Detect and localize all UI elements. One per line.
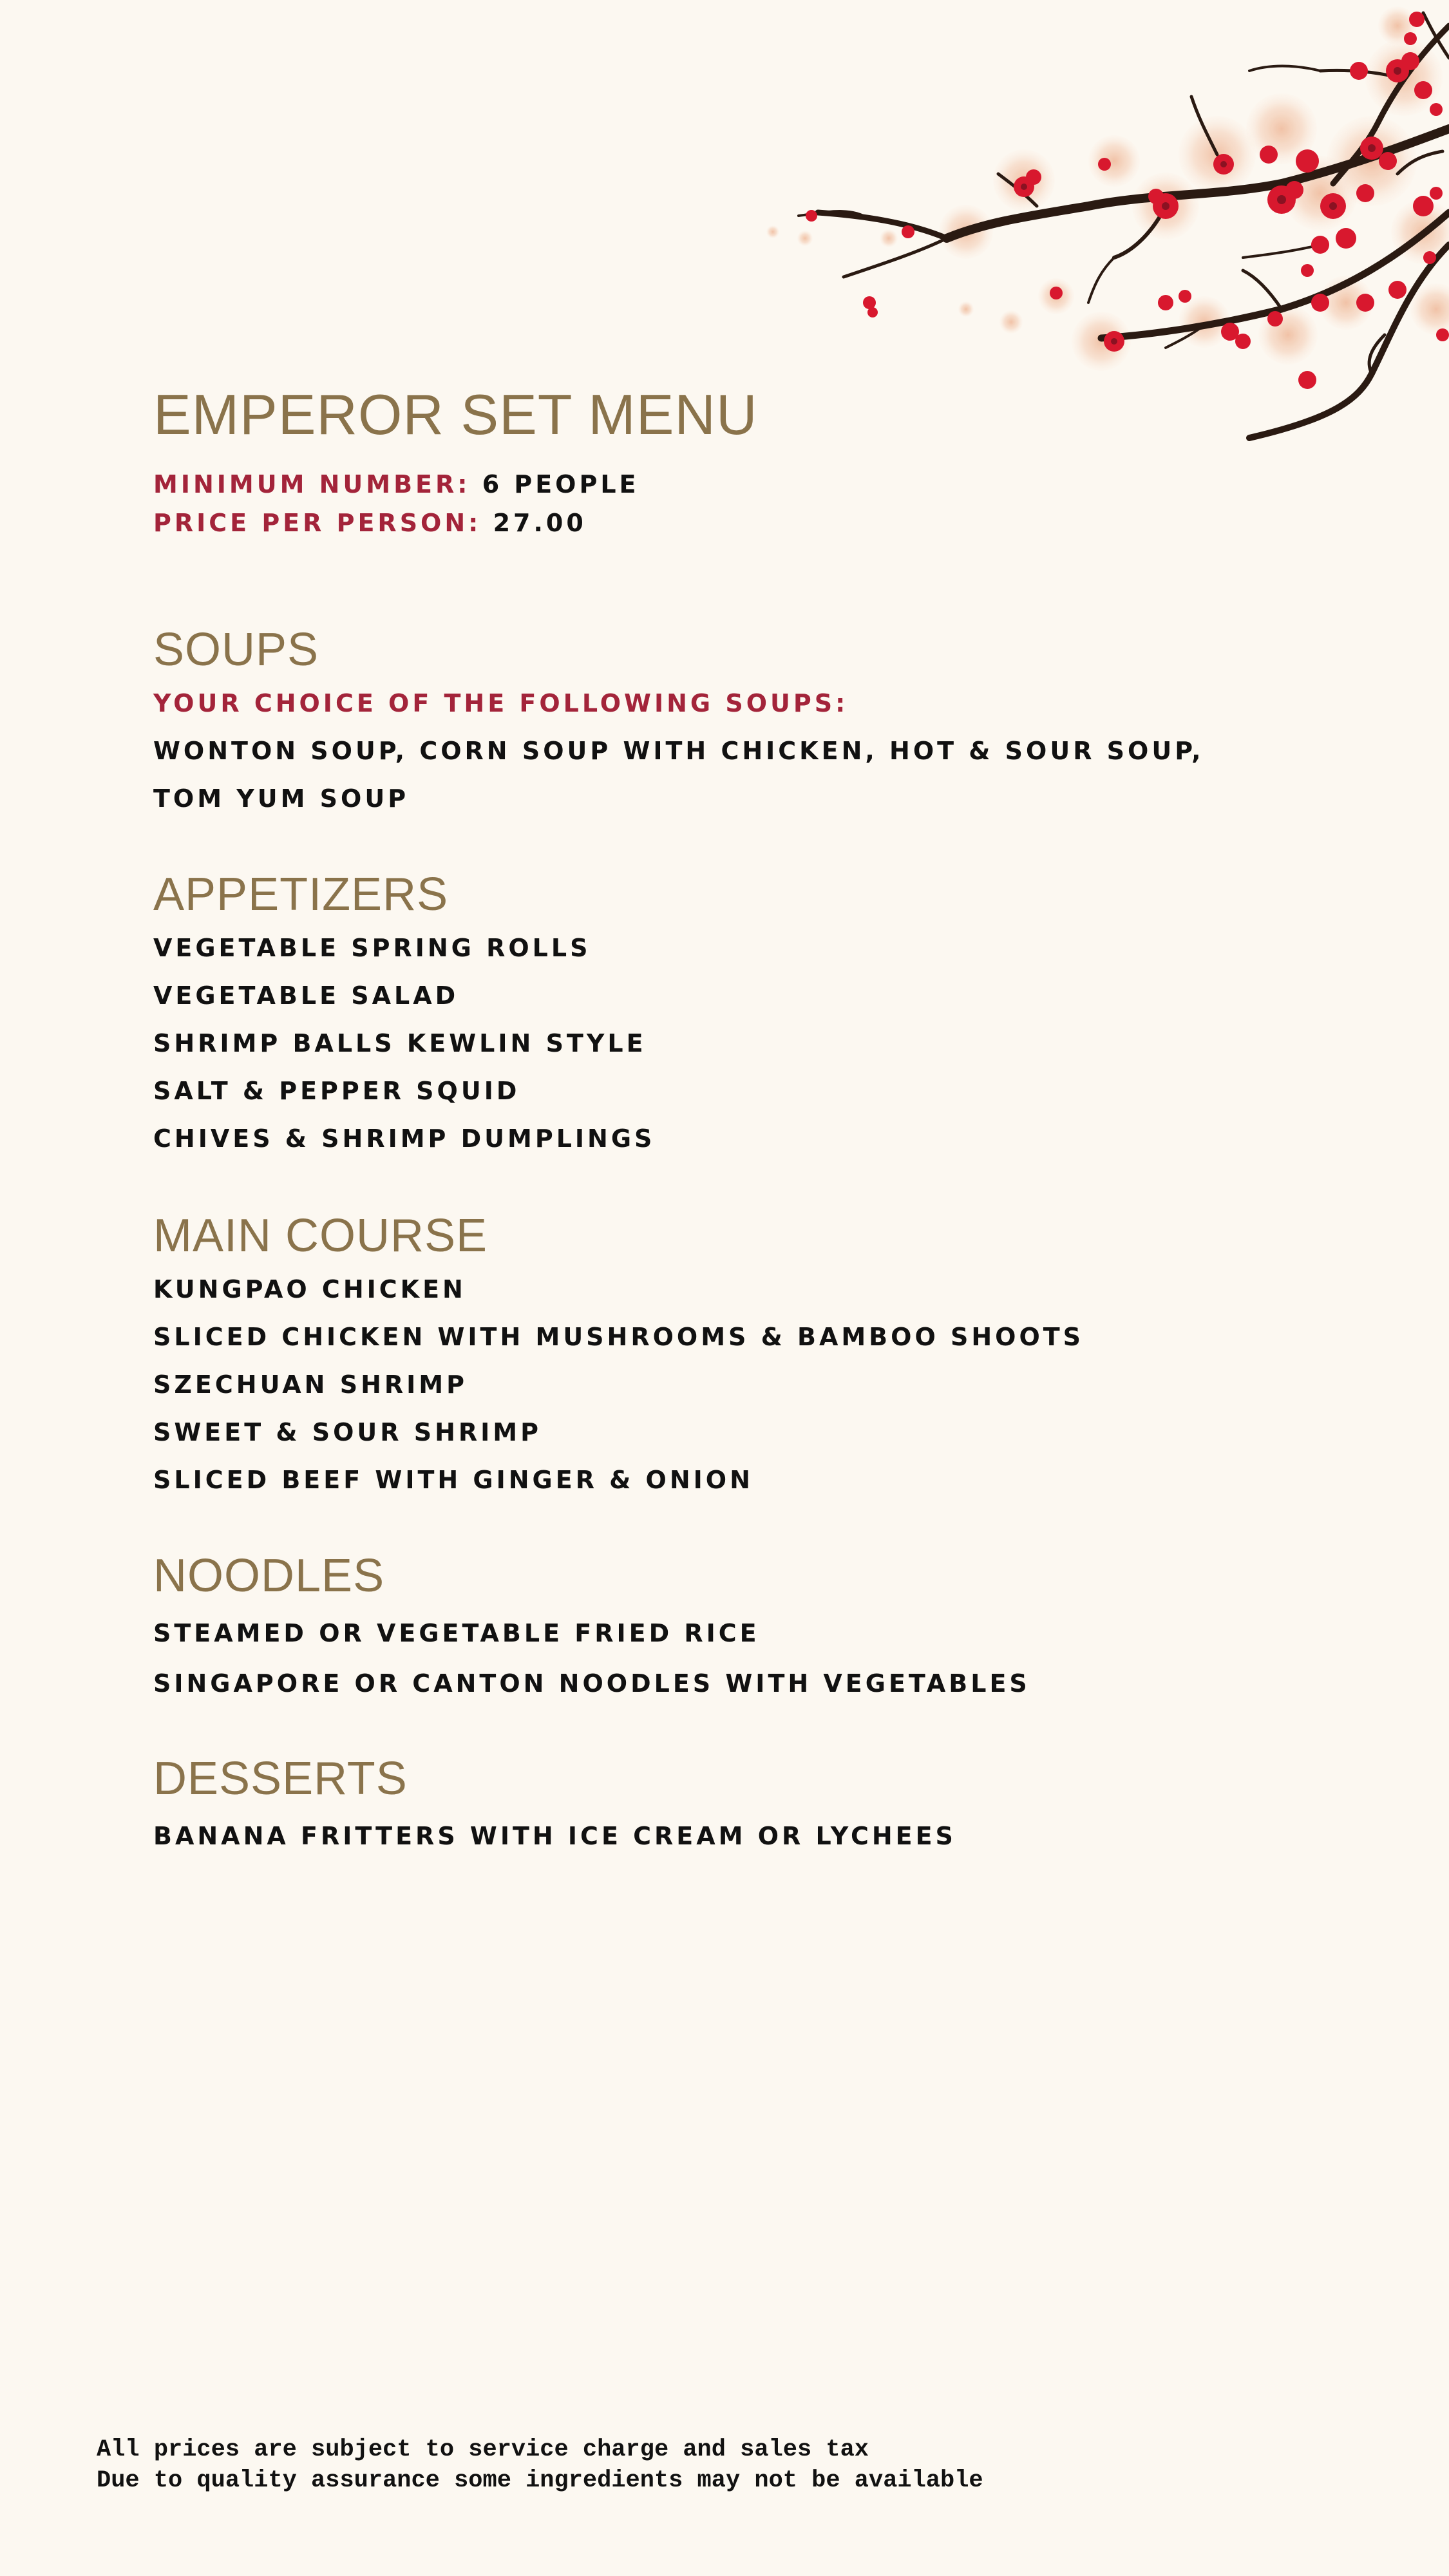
footer-ingredients-note: Due to quality assurance some ingredients may not be available <box>97 2467 983 2494</box>
menu-item: SINGAPORE OR CANTON NOODLES WITH VEGETABLES <box>153 1669 1030 1698</box>
menu-item: SHRIMP BALLS KEWLIN STYLE <box>153 1029 647 1057</box>
footer-notes <box>97 2434 983 2496</box>
menu-item: CHIVES & SHRIMP DUMPLINGS <box>153 1124 656 1153</box>
price-per-person-label: PRICE PER PERSON: <box>153 509 482 537</box>
menu-item: TOM YUM SOUP <box>153 784 410 813</box>
section-title-noodles: NOODLES <box>153 1550 385 1602</box>
footer-service-charge-note: All prices are subject to service charge and sales tax <box>97 2436 869 2463</box>
menu-item: BANANA FRITTERS WITH ICE CREAM OR LYCHEES <box>153 1822 956 1850</box>
price-per-person-line <box>153 511 587 535</box>
section-title-desserts: DESSERTS <box>153 1753 408 1804</box>
menu-item: VEGETABLE SALAD <box>153 981 459 1010</box>
menu-item: SALT & PEPPER SQUID <box>153 1077 520 1105</box>
menu-item: SWEET & SOUR SHRIMP <box>153 1418 542 1446</box>
price-per-person-value: 27.00 <box>493 509 587 537</box>
menu-item: VEGETABLE SPRING ROLLS <box>153 934 591 962</box>
menu-item: SLICED CHICKEN WITH MUSHROOMS & BAMBOO SHOOTS <box>153 1323 1084 1351</box>
menu-item: KUNGPAO CHICKEN <box>153 1275 466 1303</box>
menu-item: WONTON SOUP, CORN SOUP WITH CHICKEN, HOT & SOUR SOUP, <box>153 737 1204 765</box>
section-title-soups: SOUPS <box>153 624 319 676</box>
soups-choice-note: YOUR CHOICE OF THE FOLLOWING SOUPS: <box>153 689 849 717</box>
menu-title: EMPEROR SET MENU <box>153 383 758 446</box>
minimum-number-label: MINIMUM NUMBER: <box>153 470 471 498</box>
minimum-number-value: 6 PEOPLE <box>482 470 639 498</box>
section-title-main-course: MAIN COURSE <box>153 1210 488 1262</box>
menu-item: SZECHUAN SHRIMP <box>153 1370 468 1399</box>
menu-item: SLICED BEEF WITH GINGER & ONION <box>153 1466 753 1494</box>
section-title-appetizers: APPETIZERS <box>153 869 449 920</box>
menu-item: STEAMED OR VEGETABLE FRIED RICE <box>153 1619 760 1647</box>
cherry-blossom-branch-icon <box>753 0 1449 444</box>
minimum-number-line <box>153 472 639 497</box>
